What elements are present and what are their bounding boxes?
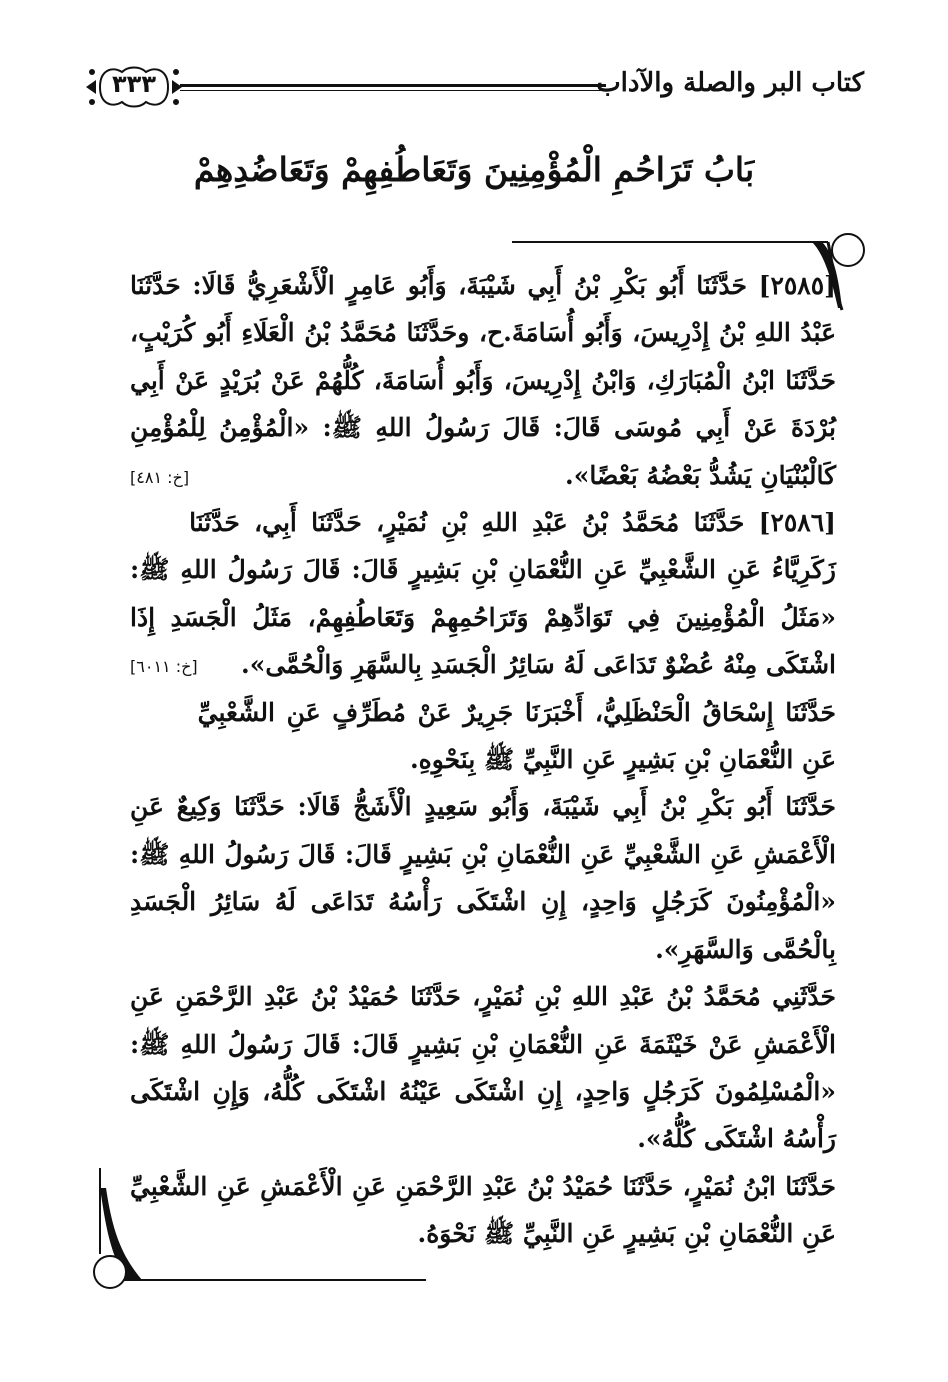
page-number-ornament (82, 58, 186, 116)
paragraph-text: [٢٥٨٦] حَدَّثَنَا مُحَمَّدُ بْنُ عَبْدِ اللهِ بْنِ نُمَيْرٍ، حَدَّثَنَا أَبِي، حَدَّثَنَا زَكَرِيَّاءُ عَنِ الشَّعْبِيِّ عَنِ النُّعْمَانِ بْنِ بَشِيرٍ قَالَ: قَالَ رَسُولُ اللهِ ﷺ: «مَثَلُ الْمُؤْمِنِينَ فِي تَوَادِّهِمْ وَتَرَاحُمِهِمْ وَتَعَاطُفِهِمْ، مَثَلُ الْجَسَدِ إِذَا اشْتَكَى مِنْهُ عُضْوٌ تَدَاعَى لَهُ سَائِرُ الْجَسَدِ بِالسَّهَرِ وَالْحُمَّى». (130, 508, 836, 680)
paragraph-text: حَدَّثَنَا ابْنُ نُمَيْرٍ، حَدَّثَنَا حُمَيْدُ بْنُ عَبْدِ الرَّحْمَنِ عَنِ الْأَعْمَشِ عَنِ الشَّعْبِيِّ عَنِ النُّعْمَانِ بْنِ بَشِيرٍ عَنِ النَّبِيِّ ﷺ نَحْوَهُ. (130, 1171, 836, 1249)
hadith-paragraph-2585 (130, 262, 836, 499)
hadith-text-block (130, 262, 836, 1258)
cross-reference: [خ: ٤٨١] (130, 467, 190, 487)
book-title: كتاب البر والصلة والآداب (596, 68, 864, 98)
paragraph-text: حَدَّثَنَا إِسْحَاقُ الْحَنْظَلِيُّ، أَخْبَرَنَا جَرِيرٌ عَنْ مُطَرِّفٍ عَنِ الشَّعْبِيِّ عَنِ النُّعْمَانِ بْنِ بَشِيرٍ عَنِ النَّبِيِّ ﷺ بِنَحْوِهِ. (197, 697, 836, 775)
hadith-paragraph (130, 689, 836, 784)
hadith-paragraph-2586 (130, 499, 836, 689)
hadith-paragraph (130, 1163, 836, 1258)
paragraph-text: حَدَّثَنِي مُحَمَّدُ بْنُ عَبْدِ اللهِ بْنِ نُمَيْرٍ، حَدَّثَنَا حُمَيْدُ بْنُ عَبْدِ الرَّحْمَنِ عَنِ الْأَعْمَشِ عَنْ خَيْثَمَةَ عَنِ النُّعْمَانِ بْنِ بَشِيرٍ قَالَ: قَالَ رَسُولُ اللهِ ﷺ: «الْمُسْلِمُونَ كَرَجُلٍ وَاحِدٍ، إِنِ اشْتَكَى عَيْنُهُ اشْتَكَى كُلُّهُ، وَإِنِ اشْتَكَى رَأْسُهُ اشْتَكَى كُلُّهُ». (130, 982, 836, 1154)
hadith-paragraph (130, 973, 836, 1163)
hadith-paragraph (130, 783, 836, 973)
running-header (82, 58, 864, 128)
page-number: ٣٣٣ (112, 70, 156, 98)
paragraph-text: [٢٥٨٥] حَدَّثَنَا أَبُو بَكْرِ بْنُ أَبِي شَيْبَةَ، وَأَبُو عَامِرٍ الْأَشْعَرِيُّ قَالَا: حَدَّثَنَا عَبْدُ اللهِ بْنُ إِدْرِيسَ، وَأَبُو أُسَامَةَ.ح، وحَدَّثَنَا مُحَمَّدُ بْنُ الْعَلَاءِ أَبُو كُرَيْبٍ، حَدَّثَنَا ابْنُ الْمُبَارَكِ، وَابْنُ إِدْرِيسَ، وَأَبُو أُسَامَةَ، كُلُّهُمْ عَنْ بُرَيْدٍ عَنْ أَبِي بُرْدَةَ عَنْ أَبِي مُوسَى قَالَ: قَالَ رَسُولُ اللهِ ﷺ: «الْمُؤْمِنُ لِلْمُؤْمِنِ كَالْبُنْيَانِ يَشُدُّ بَعْضُهُ بَعْضًا». (130, 271, 836, 490)
header-rule (180, 84, 606, 91)
cross-reference: [خ: ٦٠١١] (130, 657, 198, 677)
chapter-title: بَابُ تَرَاحُمِ الْمُؤْمِنِينَ وَتَعَاطُفِهِمْ وَتَعَاضُدِهِمْ (193, 150, 755, 189)
paragraph-text: حَدَّثَنَا أَبُو بَكْرِ بْنُ أَبِي شَيْبَةَ، وَأَبُو سَعِيدٍ الْأَشَجُّ قَالَا: حَدَّثَنَا وَكِيعٌ عَنِ الْأَعْمَشِ عَنِ الشَّعْبِيِّ عَنِ النُّعْمَانِ بْنِ بَشِيرٍ قَالَ: قَالَ رَسُولُ اللهِ ﷺ: «الْمُؤْمِنُونَ كَرَجُلٍ وَاحِدٍ، إِنِ اشْتَكَى رَأْسُهُ تَدَاعَى لَهُ سَائِرُ الْجَسَدِ بِالْحُمَّى وَالسَّهَرِ». (130, 792, 836, 964)
